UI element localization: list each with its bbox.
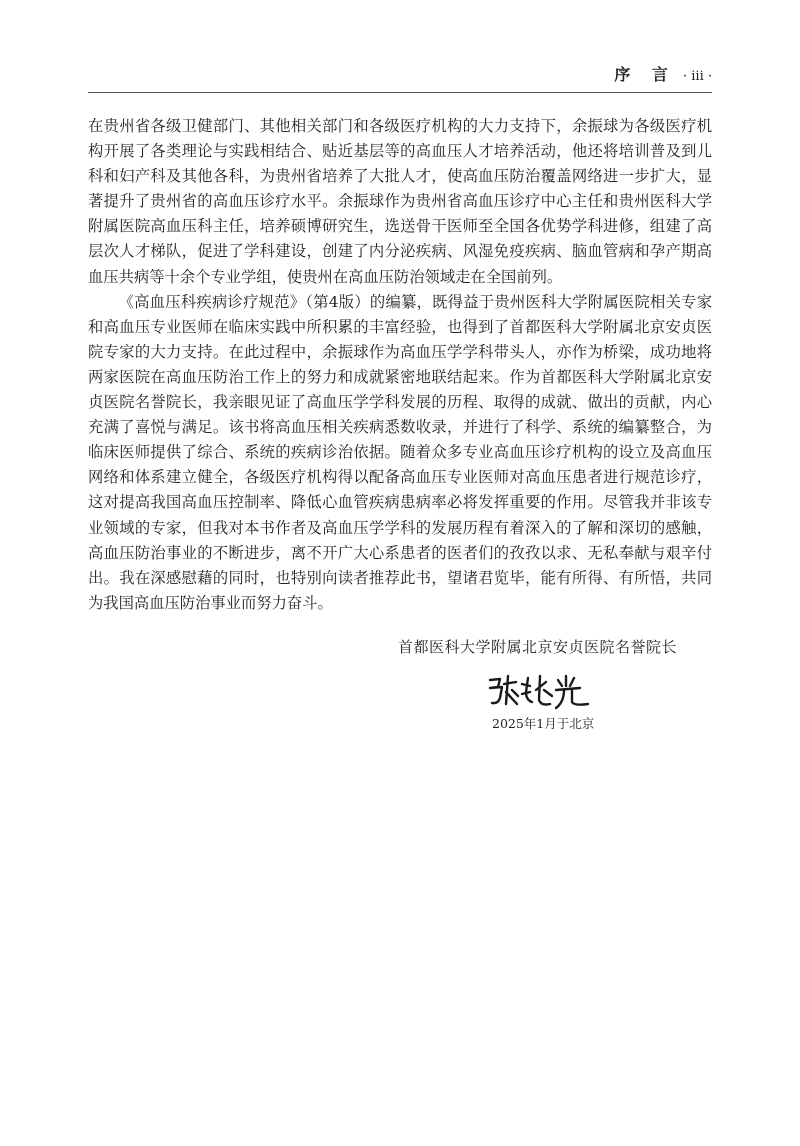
paragraph-2: 《高血压科疾病诊疗规范》（第4版）的编纂，既得益于贵州医科大学附属医院相关专家和高血压专业医师在临床实践中所积累的丰富经验，也得到了首都医科大学附属北京安贞医院专家的大力支持。在此过程中，余振球作为高血压学学科带头人，亦作为桥梁，成功地将两家医院在高血压防治工作上的努力和成就紧密地联结起来。作为首都医科大学附属北京安贞医院名誉院长，我亲眼见证了高血压学学科发展的历程、取得的成就、做出的贡献，内心充满了喜悦与满足。该书将高血压相关疾病悉数收录，并进行了科学、系统的编纂整合，为临床医师提供了综合、系统的疾病诊治依据。随着众多专业高血压诊疗机构的设立及高血压网络和体系建立健全，各级医疗机构得以配备高血压专业医师对高血压患者进行规范诊疗，这对提高我国高血压控制率、降低心血管疾病患病率必将发挥重要的作用。尽管我并非该专业领域的专家，但我对本书作者及高血压学学科的发展历程有着深入的了解和深切的感触，高血压防治事业的不断进步，离不开广大心系患者的医者们的孜孜以求、无私奉献与艰辛付出。我在深感慰藉的同时，也特别向读者推荐此书，望诸君览毕，能有所得、有所悟，共同为我国高血压防治事业而努力奋斗。 xyxy=(88,292,712,612)
paragraph-1: 在贵州省各级卫健部门、其他相关部门和各级医疗机构的大力支持下，余振球为各级医疗机构开展了各类理论与实践相结合、贴近基层等的高血压人才培养活动，他还将培训普及到儿科和妇产科及其他各科，为贵州省培养了大批人才，使高血压防治覆盖网络进一步扩大，显著提升了贵州省的高血压诊疗水平。余振球作为贵州省高血压诊疗中心主任和贵州医科大学附属医院高血压科主任，培养硕博研究生，选送骨干医师至全国各优势学科进修，组建了高层次人才梯队，促进了学科建设，创建了内分泌疾病、风湿免疫疾病、脑血管病和孕产期高血压共病等十余个专业学组，使贵州在高血压防治领域走在全国前列。 xyxy=(88,117,712,286)
signature-date: 2025年1月于北京 xyxy=(492,716,595,731)
page-number: · iii · xyxy=(682,69,712,84)
header-title: 序 言 xyxy=(614,65,676,84)
body-text xyxy=(88,114,712,616)
page-header xyxy=(88,62,712,93)
signer-title: 首都医科大学附属北京安贞医院名誉院长 xyxy=(398,638,678,656)
handwritten-signature xyxy=(484,670,604,712)
